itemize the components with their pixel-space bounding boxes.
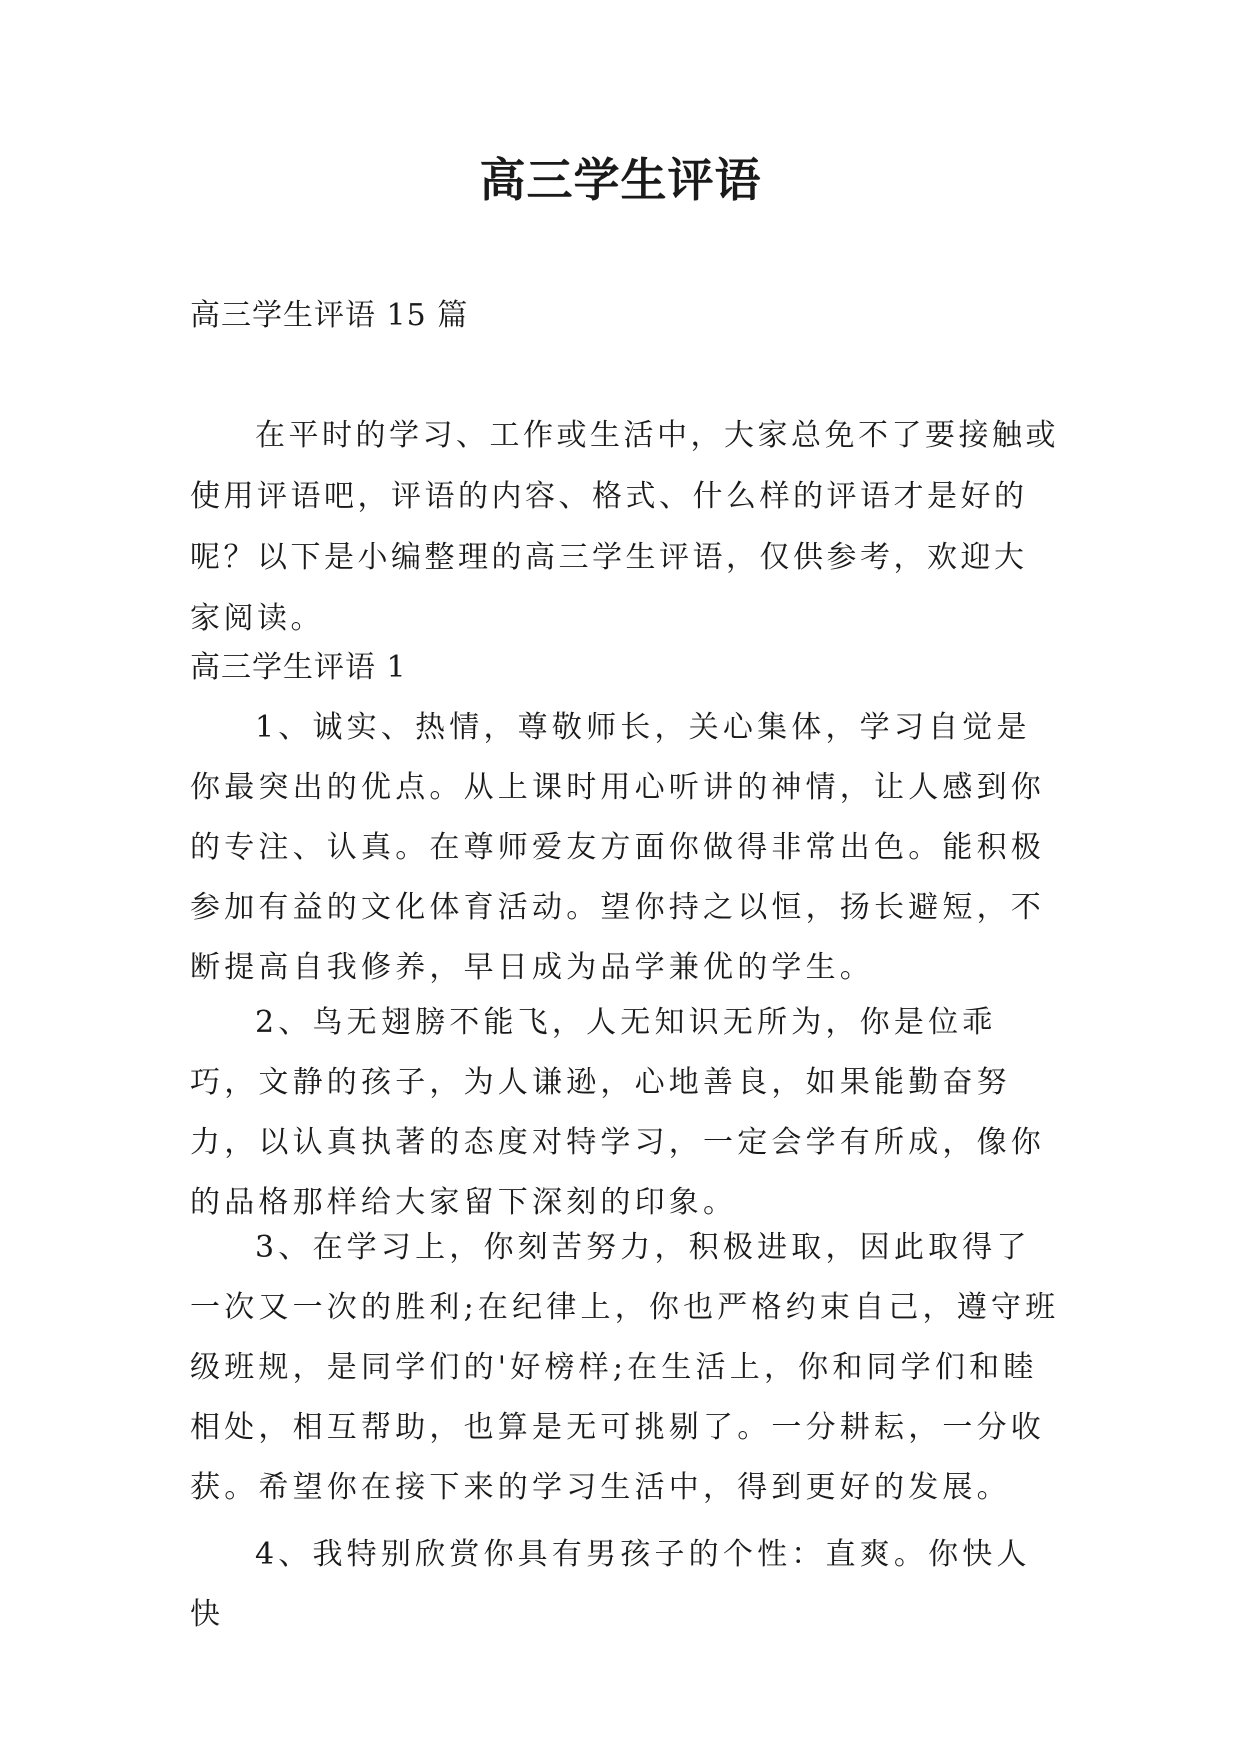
intro-paragraph: 在平时的学习、工作或生活中，大家总免不了要接触或使用评语吧，评语的内容、格式、什么样的评语才是好的呢？以下是小编整理的高三学生评语，仅供参考，欢迎大家阅读。 <box>190 418 1059 636</box>
document-title: 高三学生评语 <box>479 153 762 207</box>
section-heading: 高三学生评语 1 <box>190 650 407 685</box>
comment-paragraph-2: 2、鸟无翅膀不能飞，人无知识无所为，你是位乖巧，文静的孩子，为人谦逊，心地善良，如果能勤奋努力，以认真执著的态度对特学习，一定会学有所成，像你的品格那样给大家留下深刻的印象。 <box>190 1005 1045 1220</box>
document-subtitle: 高三学生评语 15 篇 <box>190 298 469 333</box>
comment-paragraph-4: 4、我特别欣赏你具有男孩子的个性：直爽。你快人快 <box>190 1537 1031 1632</box>
comment-paragraph-1: 1、诚实、热情，尊敬师长，关心集体，学习自觉是你最突出的优点。从上课时用心听讲的神情，让人感到你的专注、认真。在尊师爱友方面你做得非常出色。能积极参加有益的文化体育活动。望你持之以恒，扬长避短，不断提高自我修养，早日成为品学兼优的学生。 <box>190 710 1045 985</box>
comment-paragraph-3: 3、在学习上，你刻苦努力，积极进取，因此取得了一次又一次的胜利;在纪律上，你也严格约束自己，遵守班级班规，是同学们的'好榜样;在生活上，你和同学们和睦相处，相互帮助，也算是无可挑剔了。一分耕耘，一分收获。希望你在接下来的学习生活中，得到更好的发展。 <box>190 1230 1060 1505</box>
